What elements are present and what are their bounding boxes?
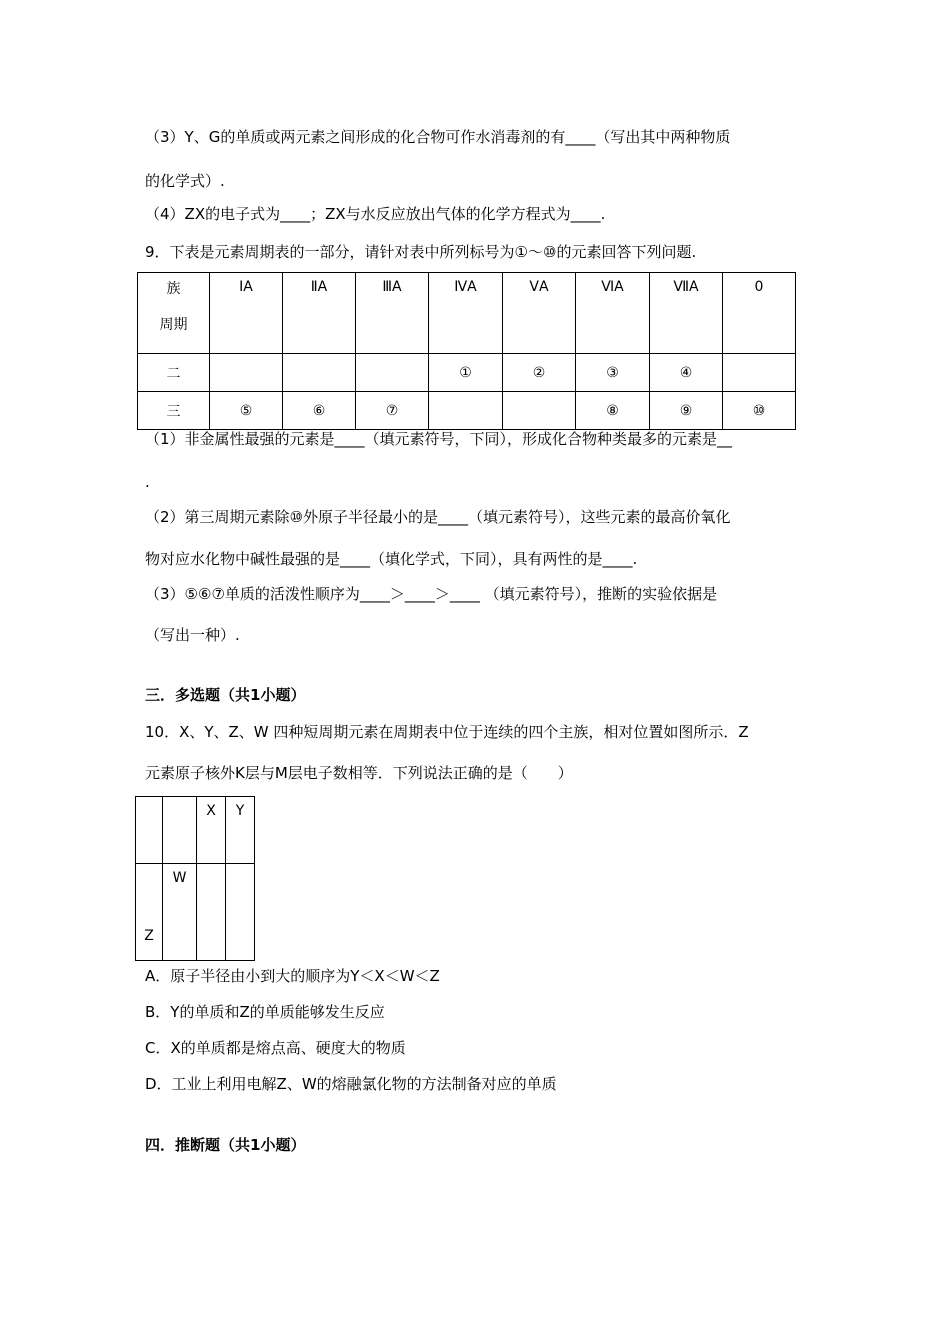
section-heading-inference: 四．推断题（共1小题）: [145, 1136, 306, 1154]
period-axis-label: 周期: [159, 317, 188, 333]
grid-cell: [136, 797, 163, 864]
q10-option-d: D．工业上利用电解Z、W的熔融氯化物的方法制备对应的单质: [145, 1075, 557, 1093]
grid-cell-z: Z: [136, 864, 163, 961]
group-header: ⅣA: [429, 273, 503, 354]
table-cell: ①: [429, 354, 503, 392]
section-heading-multiple-choice: 三．多选题（共1小题）: [145, 686, 306, 704]
q9-part2-line1: （2）第三周期元素除⑩外原子半径最小的是____（填元素符号），这些元素的最高价氧化: [145, 508, 731, 526]
table-row: [138, 354, 796, 392]
grid-cell-y: Y: [226, 797, 255, 864]
table-cell: ⑩: [723, 392, 796, 430]
grid-cell: [197, 864, 226, 961]
table-cell: [356, 354, 429, 392]
group-header: ⅡA: [283, 273, 356, 354]
table-header-row: [138, 273, 796, 354]
table-cell: [210, 354, 283, 392]
grid-cell: [226, 864, 255, 961]
q9-part3-line1: （3）⑤⑥⑦单质的活泼性顺序为____＞____＞____ （填元素符号），推断的实验依据是: [145, 585, 718, 603]
table-cell: [723, 354, 796, 392]
q9-part1-line1: （1）非金属性最强的元素是____（填元素符号，下同），形成化合物种类最多的元素是__: [145, 430, 733, 448]
q10-option-b: B．Y的单质和Z的单质能够发生反应: [145, 1003, 385, 1021]
group-header: ⅥA: [576, 273, 650, 354]
grid-cell-w: W: [163, 864, 197, 961]
grid-cell-x: X: [197, 797, 226, 864]
q8-part3-line2: 的化学式）.: [145, 172, 225, 190]
table-cell: ⑦: [356, 392, 429, 430]
periodic-table-excerpt: [137, 272, 796, 430]
q9-part3-line2: （写出一种）.: [145, 626, 240, 644]
grid-cell: [163, 797, 197, 864]
table-cell: ⑧: [576, 392, 650, 430]
q9-part2-line2: 物对应水化物中碱性最强的是____（填化学式，下同），具有两性的是____.: [145, 550, 638, 568]
table-cell: ④: [650, 354, 723, 392]
q10-stem-line1: 10．X、Y、Z、W 四种短周期元素在周期表中位于连续的四个主族，相对位置如图所示．Z: [145, 723, 749, 741]
group-header: ⅠA: [210, 273, 283, 354]
q8-part4: （4）ZX的电子式为____；ZX与水反应放出气体的化学方程式为____.: [145, 205, 606, 223]
table-row: [138, 392, 796, 430]
group-axis-label: 族: [166, 281, 181, 297]
q10-option-c: C．X的单质都是熔点高、硬度大的物质: [145, 1039, 406, 1057]
table-cell: [283, 354, 356, 392]
table-cell: ③: [576, 354, 650, 392]
group-header: ⅢA: [356, 273, 429, 354]
group-header: ⅤA: [503, 273, 576, 354]
period-label: 二: [138, 354, 210, 392]
table-cell: ⑥: [283, 392, 356, 430]
q9-stem: 9．下表是元素周期表的一部分，请针对表中所列标号为①～⑩的元素回答下列问题.: [145, 243, 697, 261]
q10-stem-line2: 元素原子核外K层与M层电子数相等．下列说法正确的是（ ）: [145, 764, 573, 782]
q9-part1-line2: .: [145, 473, 150, 491]
table-cell: ⑨: [650, 392, 723, 430]
corner-cell: [138, 273, 210, 354]
table-cell: [429, 392, 503, 430]
group-header: 0: [723, 273, 796, 354]
table-cell: ②: [503, 354, 576, 392]
q10-option-a: A．原子半径由小到大的顺序为Y＜X＜W＜Z: [145, 967, 440, 985]
q8-part3-line1: （3）Y、G的单质或两元素之间形成的化合物可作水消毒剂的有____（写出其中两种物质: [145, 128, 731, 146]
table-cell: [503, 392, 576, 430]
period-label: 三: [138, 392, 210, 430]
table-cell: ⑤: [210, 392, 283, 430]
group-header: ⅦA: [650, 273, 723, 354]
element-position-grid: [135, 796, 255, 961]
